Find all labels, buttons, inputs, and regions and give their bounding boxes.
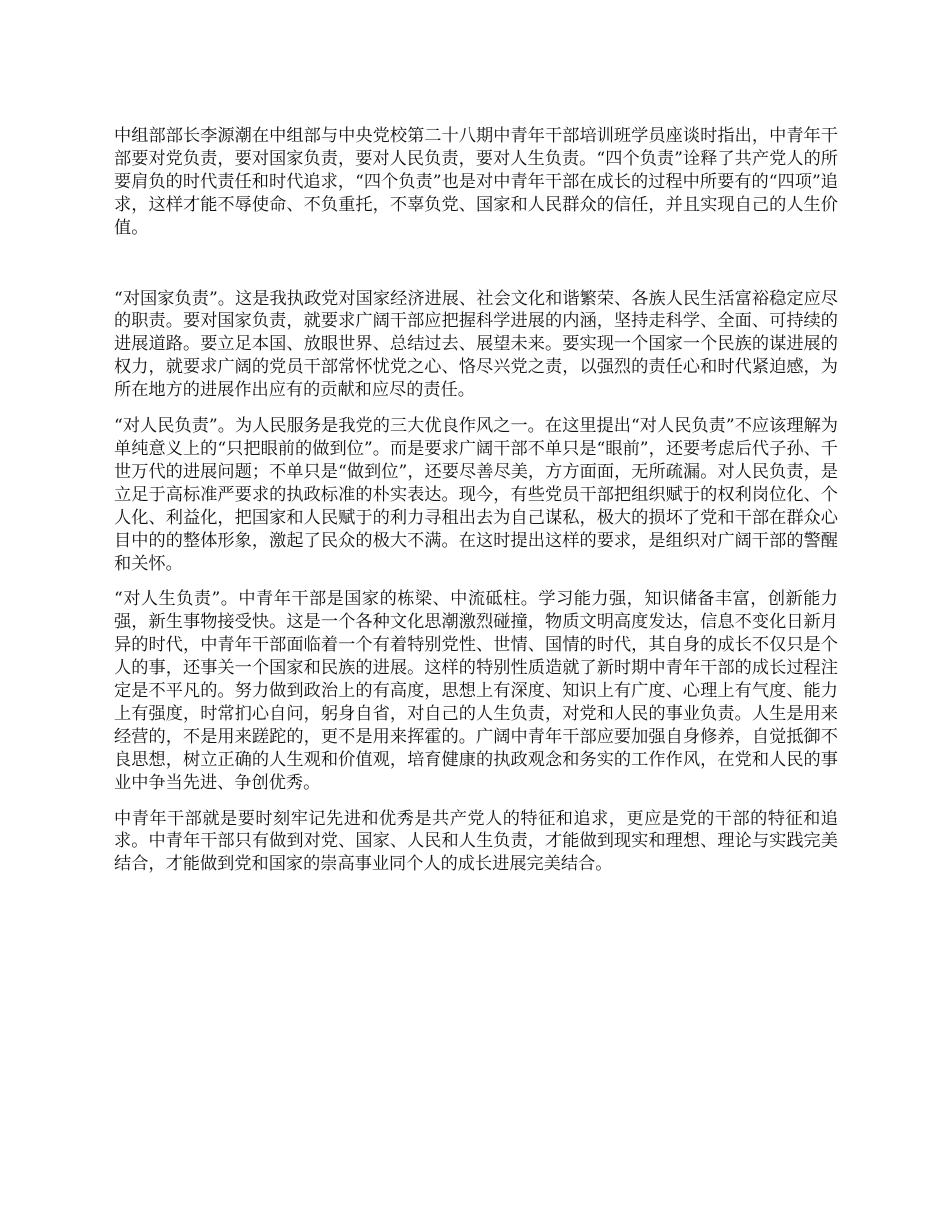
paragraph-life: “对人生负责”。中青年干部是国家的栋梁、中流砥柱。学习能力强，知识储备丰富，创新能力强，新生事物接受快。这是一个各种文化思潮激烈碰撞，物质文明高度发达，信息不变化日新月异的时代，中青年干部面临着一个有着特别党性、世情、国情的时代，其自身的成长不仅只是个人的事，还事关一个国家和民族的进展。这样的特别性质造就了新时期中青年干部的成长过程注定是不平凡的。努力做到政治上的有高度，思想上有深度、知识上有广度、心理上有气度、能力上有强度，时常扪心自问，躬身自省，对自己的人生负责，对党和人民的事业负责。人生是用来经营的，不是用来蹉跎的，更不是用来挥霍的。广阔中青年干部应要加强自身修养，自觉抵御不良思想，树立正确的人生观和价值观，培育健康的执政观念和务实的工作作风，在党和人民的事业中争当先进、争创优秀。 bbox=[114, 589, 838, 793]
document-body bbox=[114, 125, 838, 876]
paragraph-country: “对国家负责”。这是我执政党对国家经济进展、社会文化和谐繁荣、各族人民生活富裕稳定应尽的职责。要对国家负责，就要求广阔干部应把握科学进展的内涵，坚持走科学、全面、可持续的进展道路。要立足本国、放眼世界、总结过去、展望未来。要实现一个国家一个民族的谋进展的权力，就要求广阔的党员干部常怀忧党之心、恪尽兴党之责，以强烈的责任心和时代紧迫感，为所在地方的进展作出应有的贡献和应尽的责任。 bbox=[114, 288, 838, 401]
paragraph-intro: 中组部部长李源潮在中组部与中央党校第二十八期中青年干部培训班学员座谈时指出，中青年干部要对党负责，要对国家负责，要对人民负责，要对人生负责。“四个负责”诠释了共产党人的所要肩负的时代责任和时代追求，“四个负责”也是对中青年干部在成长的过程中所要有的“四项”追求，这样才能不辱使命、不负重托，不辜负党、国家和人民群众的信任，并且实现自己的人生价值。 bbox=[114, 126, 838, 238]
paragraph-people: “对人民负责”。为人民服务是我党的三大优良作风之一。在这里提出“对人民负责”不应该理解为单纯意义上的“只把眼前的做到位”。而是要求广阔干部不单只是“眼前”，还要考虑后代子孙、千世万代的进展问题；不单只是“做到位”，还要尽善尽美，方方面面，无所疏漏。对人民负责，是立足于高标准严要求的执政标准的朴实表达。现今，有些党员干部把组织赋于的权利岗位化、个人化、利益化，把国家和人民赋于的利力寻租出去为自己谋私，极大的损坏了党和干部在群众心目中的的整体形象，激起了民众的极大不满。在这时提出这样的要求，是组织对广阔干部的警醒和关怀。 bbox=[114, 416, 838, 574]
paragraph-conclusion: 中青年干部就是要时刻牢记先进和优秀是共产党人的特征和追求，更应是党的干部的特征和追求。中青年干部只有做到对党、国家、人民和人生负责，才能做到现实和理想、理论与实践完美结合，才能做到党和国家的崇高事业同个人的成长进展完美结合。 bbox=[114, 808, 838, 875]
